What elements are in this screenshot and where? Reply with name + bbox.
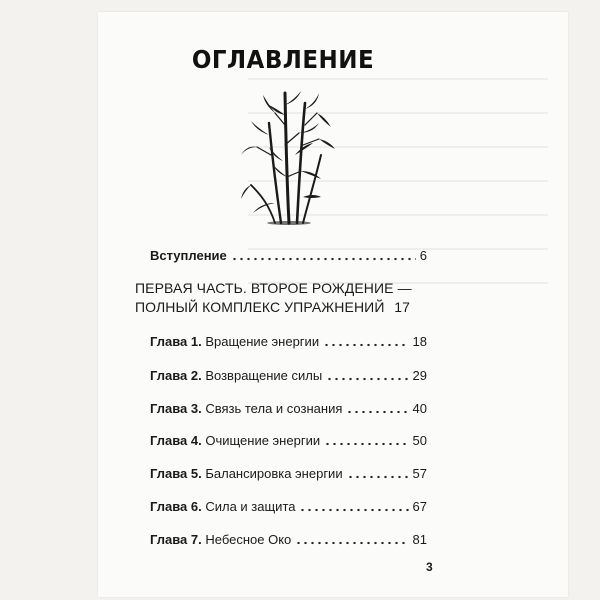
toc-entry-chapter-5[interactable] xyxy=(150,466,427,482)
dot-leader xyxy=(231,257,416,261)
toc-entry-chapter-4[interactable] xyxy=(150,433,427,449)
chapter-title: Связь тела и сознания xyxy=(205,401,343,416)
dot-leader xyxy=(388,309,390,313)
toc-entry-part-one[interactable] xyxy=(135,279,410,317)
toc-entry-chapter-1[interactable] xyxy=(150,334,427,350)
chapter-page: 18 xyxy=(412,334,427,349)
dot-leader xyxy=(299,508,408,512)
chapter-page: 57 xyxy=(412,466,427,481)
chapter-title: Вращение энергии xyxy=(205,334,320,349)
chapter-number: Глава 5. xyxy=(150,466,202,481)
chapter-number: Глава 3. xyxy=(150,401,202,416)
chapter-title: Сила и защита xyxy=(205,499,296,514)
toc-entry-page: 17 xyxy=(394,299,410,315)
chapter-page: 29 xyxy=(412,368,427,383)
dot-leader xyxy=(295,541,408,545)
dot-leader xyxy=(323,343,408,347)
chapter-number: Глава 1. xyxy=(150,334,202,349)
chapter-number: Глава 2. xyxy=(150,368,202,383)
part-title-line-1: ПЕРВАЯ ЧАСТЬ. ВТОРОЕ РОЖДЕНИЕ — xyxy=(135,280,412,296)
chapter-page: 81 xyxy=(412,532,427,547)
toc-entry-chapter-2[interactable] xyxy=(150,368,427,384)
dot-leader xyxy=(347,475,409,479)
chapter-page: 67 xyxy=(412,499,427,514)
dot-leader xyxy=(346,410,408,414)
part-title-line-2: ПОЛНЫЙ КОМПЛЕКС УПРАЖНЕНИЙ xyxy=(135,299,385,315)
toc-entry-page: 6 xyxy=(419,248,427,263)
toc-entry-chapter-6[interactable] xyxy=(150,499,427,515)
chapter-page: 50 xyxy=(412,433,427,448)
chapter-page: 40 xyxy=(412,401,427,416)
chapter-number: Глава 7. xyxy=(150,532,202,547)
chapter-title: Небесное Око xyxy=(205,532,292,547)
chapter-number: Глава 6. xyxy=(150,499,202,514)
dot-leader xyxy=(326,377,408,381)
toc-entry-chapter-3[interactable] xyxy=(150,401,427,417)
chapter-title: Очищение энергии xyxy=(205,433,321,448)
toc-entry-label: Вступление xyxy=(150,248,227,263)
toc-entry-chapter-7[interactable] xyxy=(150,532,427,548)
page-title: ОГЛАВЛЕНИЕ xyxy=(191,45,375,74)
chapter-title: Балансировка энергии xyxy=(205,466,343,481)
page-number: 3 xyxy=(426,560,433,574)
toc-entry-intro[interactable] xyxy=(150,248,427,264)
chapter-title: Возвращение силы xyxy=(205,368,323,383)
dot-leader xyxy=(324,442,408,446)
chapter-number: Глава 4. xyxy=(150,433,202,448)
